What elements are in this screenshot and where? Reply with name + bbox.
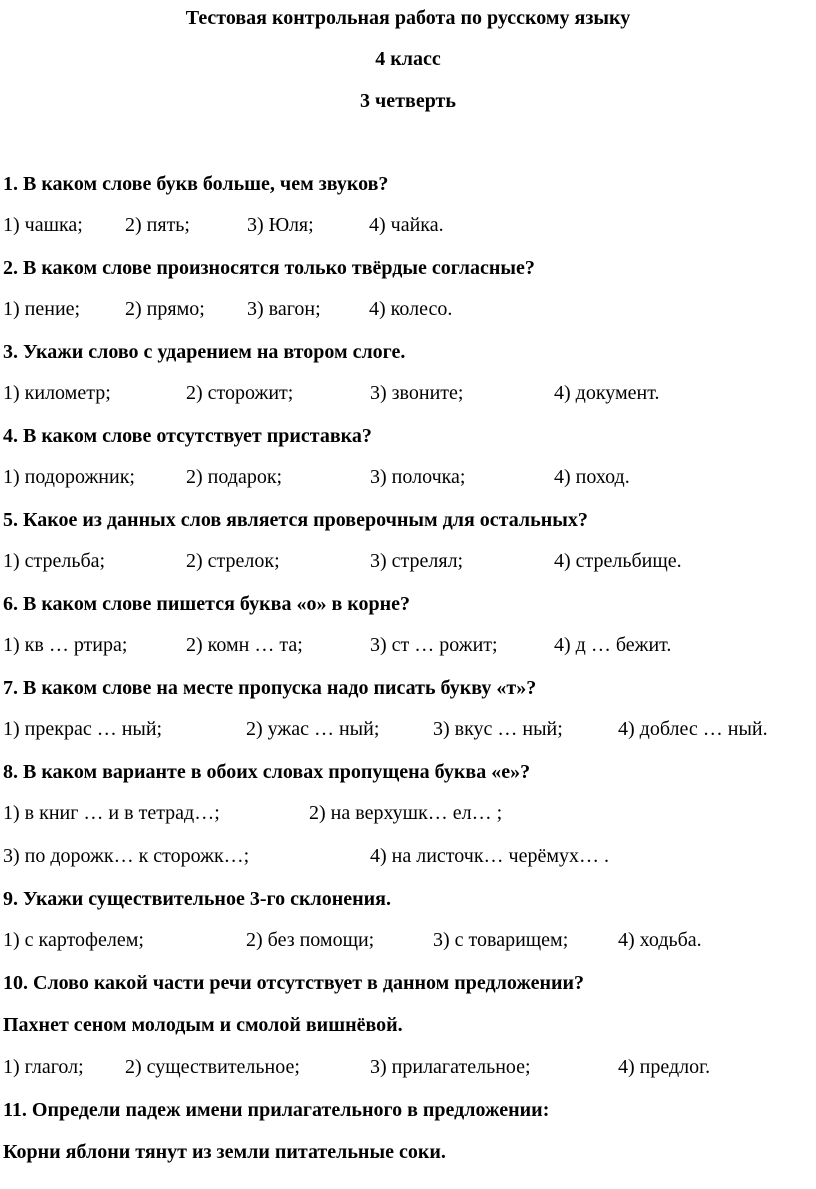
option-1-3: 3) Юля;	[247, 214, 314, 236]
option-3-3: 3) звоните;	[370, 382, 464, 404]
option-7-1: 1) прекрас … ный;	[3, 718, 163, 740]
option-10-3: 3) прилагательное;	[370, 1056, 531, 1078]
question-5: 5. Какое из данных слов является проверочным для остальных?	[3, 509, 588, 531]
question-1: 1. В каком слове букв больше, чем звуков?	[3, 173, 389, 195]
option-1-4: 4) чайка.	[369, 214, 444, 236]
option-7-4: 4) доблес … ный.	[618, 718, 768, 740]
quarter-label: 3 четверть	[360, 90, 456, 112]
option-8-4: 4) на листочк… черёмух… .	[370, 845, 610, 867]
question-4: 4. В каком слове отсутствует приставка?	[3, 425, 372, 447]
option-1-1: 1) чашка;	[3, 214, 83, 236]
option-6-1: 1) кв … ртира;	[3, 634, 128, 656]
option-2-1: 1) пение;	[3, 298, 81, 320]
option-10-4: 4) предлог.	[618, 1056, 711, 1078]
option-2-4: 4) колесо.	[369, 298, 453, 320]
option-7-2: 2) ужас … ный;	[246, 718, 380, 740]
option-5-4: 4) стрельбище.	[554, 550, 682, 572]
option-10-2: 2) существительное;	[125, 1056, 300, 1078]
option-3-4: 4) документ.	[554, 382, 660, 404]
option-4-4: 4) поход.	[554, 466, 630, 488]
document-title: Тестовая контрольная работа по русскому языку	[185, 7, 631, 29]
option-3-2: 2) сторожит;	[186, 382, 294, 404]
option-5-3: 3) стрелял;	[370, 550, 464, 572]
option-2-2: 2) прямо;	[125, 298, 205, 320]
question-10: 10. Слово какой части речи отсутствует в данном предложении?	[3, 972, 585, 994]
question-7: 7. В каком слове на месте пропуска надо писать букву «т»?	[3, 677, 537, 699]
option-8-2: 2) на верхушк… ел… ;	[309, 802, 503, 824]
option-6-3: 3) ст … рожит;	[370, 634, 498, 656]
option-6-2: 2) комн … та;	[186, 634, 303, 656]
option-1-2: 2) пять;	[125, 214, 190, 236]
question-11: 11. Определи падеж имени прилагательного в предложении:	[3, 1099, 550, 1121]
option-8-3: 3) по дорожк… к сторожк…;	[3, 845, 250, 867]
option-9-3: 3) с товарищем;	[433, 929, 569, 951]
question-2: 2. В каком слове произносятся только твёрдые согласные?	[3, 257, 535, 279]
option-5-2: 2) стрелок;	[186, 550, 280, 572]
option-7-3: 3) вкус … ный;	[433, 718, 563, 740]
option-5-1: 1) стрельба;	[3, 550, 106, 572]
option-2-3: 3) вагон;	[247, 298, 321, 320]
option-4-2: 2) подарок;	[186, 466, 283, 488]
question-9: 9. Укажи существительное 3-го склонения.	[3, 888, 391, 910]
question-11-sentence: Корни яблони тянут из земли питательные соки.	[3, 1141, 446, 1163]
option-3-1: 1) километр;	[3, 382, 111, 404]
grade-label: 4 класс	[375, 48, 441, 70]
option-4-3: 3) полочка;	[370, 466, 466, 488]
option-9-2: 2) без помощи;	[246, 929, 375, 951]
question-3: 3. Укажи слово с ударением на втором слоге.	[3, 341, 406, 363]
question-8: 8. В каком варианте в обоих словах пропущена буква «е»?	[3, 761, 531, 783]
option-8-1: 1) в книг … и в тетрад…;	[3, 802, 220, 824]
option-4-1: 1) подорожник;	[3, 466, 135, 488]
option-10-1: 1) глагол;	[3, 1056, 84, 1078]
question-6: 6. В каком слове пишется буква «о» в корне?	[3, 593, 411, 615]
option-9-4: 4) ходьба.	[618, 929, 702, 951]
question-10-sentence: Пахнет сеном молодым и смолой вишнёвой.	[3, 1014, 403, 1036]
option-9-1: 1) с картофелем;	[3, 929, 144, 951]
option-6-4: 4) д … бежит.	[554, 634, 672, 656]
